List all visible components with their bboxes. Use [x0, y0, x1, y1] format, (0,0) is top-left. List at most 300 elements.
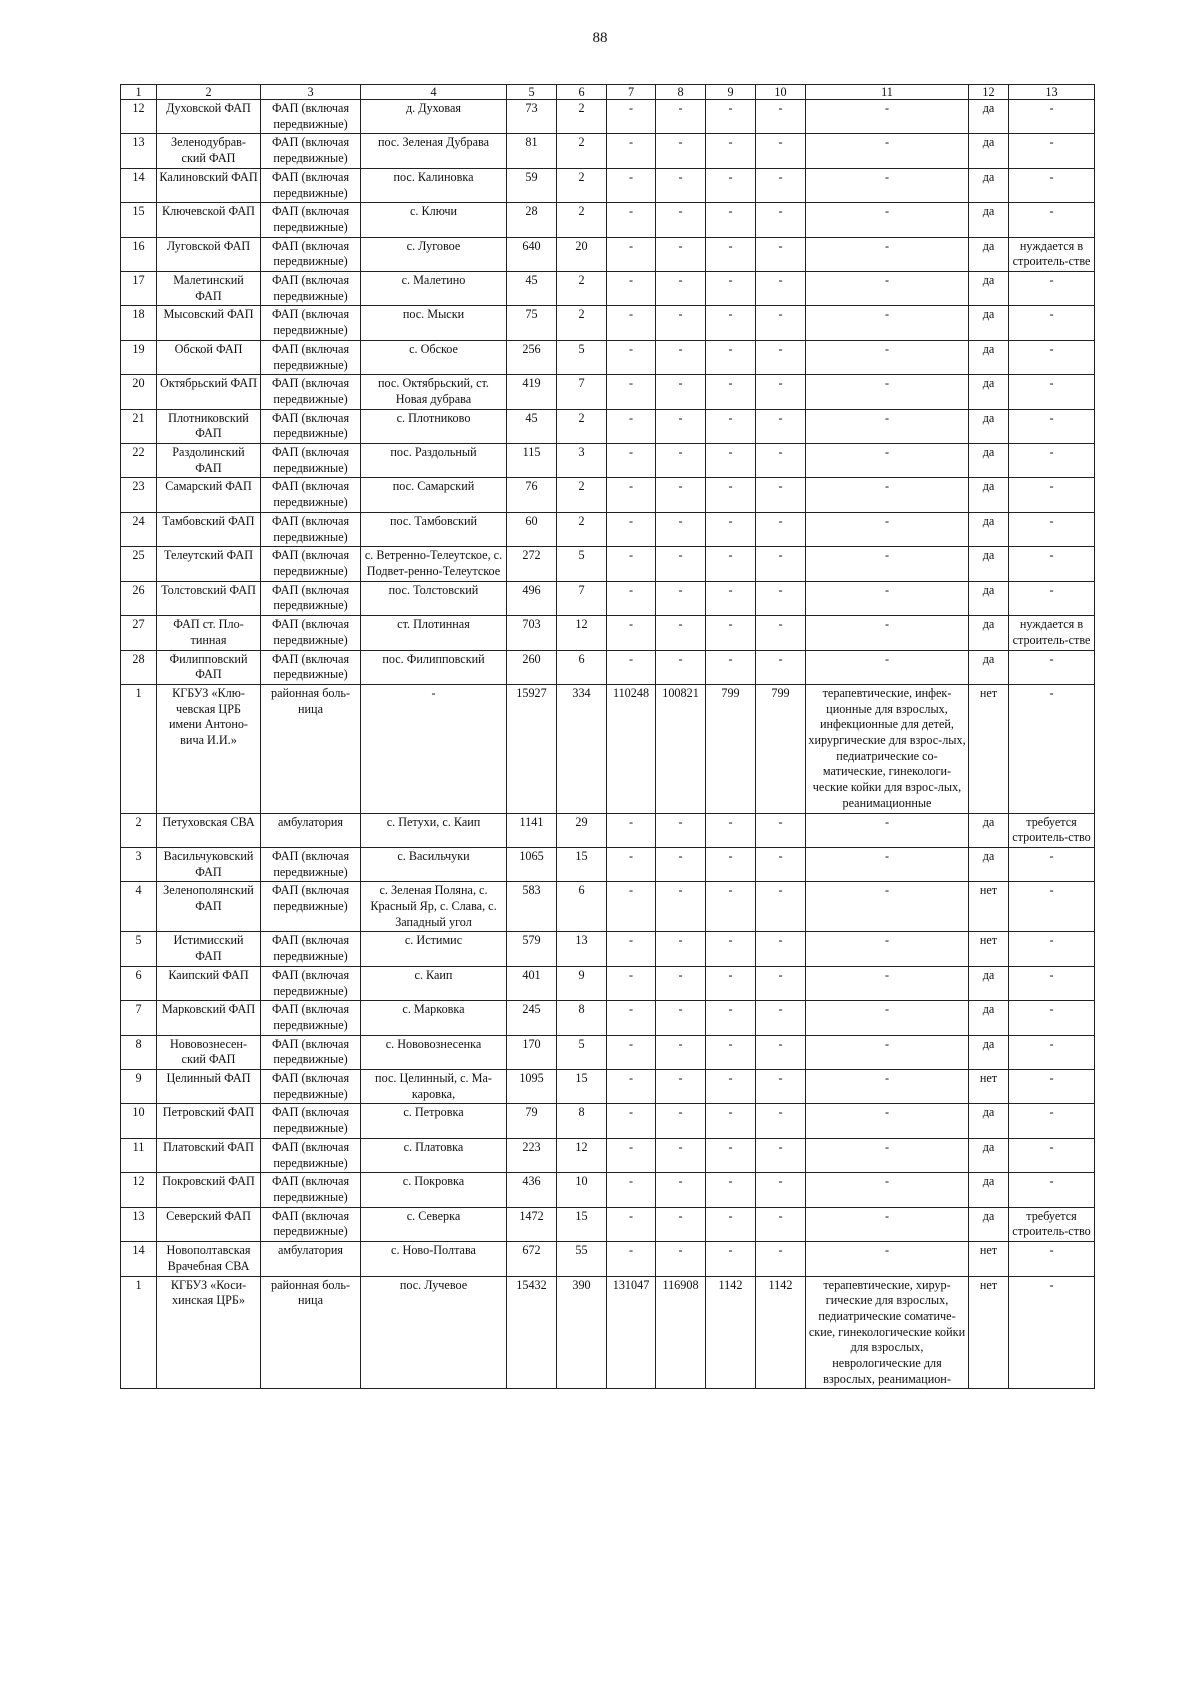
compliance-cell: да — [969, 237, 1009, 271]
bed-profiles-cell: - — [806, 616, 969, 650]
col9-value-cell: - — [706, 1104, 756, 1138]
col7-value-cell: - — [607, 306, 656, 340]
beds-count-cell: 20 — [557, 237, 607, 271]
compliance-cell: да — [969, 813, 1009, 847]
population-cell: 15432 — [507, 1276, 557, 1389]
col10-value-cell: - — [756, 547, 806, 581]
facility-type-cell: ФАП (включая передвижные) — [261, 478, 361, 512]
settlement-cell: пос. Раздольный — [361, 444, 507, 478]
row-number-cell: 7 — [121, 1001, 157, 1035]
needs-cell: - — [1009, 581, 1095, 615]
col8-value-cell: - — [656, 1070, 706, 1104]
needs-cell: - — [1009, 340, 1095, 374]
settlement-cell: пос. Тамбовский — [361, 512, 507, 546]
col8-value-cell: - — [656, 168, 706, 202]
beds-count-cell: 5 — [557, 547, 607, 581]
page-number: 88 — [592, 30, 608, 46]
compliance-cell: да — [969, 272, 1009, 306]
col7-value-cell: - — [607, 1207, 656, 1241]
beds-count-cell: 10 — [557, 1173, 607, 1207]
row-number-cell: 5 — [121, 932, 157, 966]
column-number-13: 13 — [1009, 85, 1095, 100]
column-number-12: 12 — [969, 85, 1009, 100]
facility-name-cell: Марковский ФАП — [157, 1001, 261, 1035]
bed-profiles-cell: - — [806, 272, 969, 306]
needs-cell: - — [1009, 134, 1095, 168]
col8-value-cell: - — [656, 581, 706, 615]
settlement-cell: с. Нововознесенка — [361, 1035, 507, 1069]
facility-name-cell: Самарский ФАП — [157, 478, 261, 512]
facility-name-cell: ФАП ст. Пло-тинная — [157, 616, 261, 650]
col8-value-cell: - — [656, 1035, 706, 1069]
col7-value-cell: 131047 — [607, 1276, 656, 1389]
facility-type-cell: ФАП (включая передвижные) — [261, 203, 361, 237]
needs-cell: - — [1009, 1138, 1095, 1172]
table-row — [121, 375, 1095, 409]
table-row — [121, 882, 1095, 932]
population-cell: 15927 — [507, 684, 557, 813]
facility-name-cell: Раздолинский ФАП — [157, 444, 261, 478]
col10-value-cell: - — [756, 882, 806, 932]
column-number-1: 1 — [121, 85, 157, 100]
facility-type-cell: амбулатория — [261, 1242, 361, 1276]
compliance-cell: да — [969, 650, 1009, 684]
col7-value-cell: - — [607, 340, 656, 374]
bed-profiles-cell: - — [806, 1001, 969, 1035]
col9-value-cell: - — [706, 1173, 756, 1207]
row-number-cell: 20 — [121, 375, 157, 409]
col10-value-cell: - — [756, 581, 806, 615]
col10-value-cell: - — [756, 1001, 806, 1035]
col8-value-cell: - — [656, 134, 706, 168]
population-cell: 28 — [507, 203, 557, 237]
col8-value-cell: - — [656, 203, 706, 237]
row-number-cell: 11 — [121, 1138, 157, 1172]
bed-profiles-cell: - — [806, 1104, 969, 1138]
col10-value-cell: - — [756, 134, 806, 168]
table-body — [121, 100, 1095, 1389]
row-number-cell: 2 — [121, 813, 157, 847]
population-cell: 419 — [507, 375, 557, 409]
row-number-cell: 23 — [121, 478, 157, 512]
col10-value-cell: - — [756, 1104, 806, 1138]
population-cell: 1472 — [507, 1207, 557, 1241]
row-number-cell: 14 — [121, 1242, 157, 1276]
population-cell: 59 — [507, 168, 557, 202]
compliance-cell: да — [969, 1138, 1009, 1172]
col9-value-cell: - — [706, 272, 756, 306]
column-number-5: 5 — [507, 85, 557, 100]
col10-value-cell: - — [756, 306, 806, 340]
needs-cell: - — [1009, 478, 1095, 512]
settlement-cell: с. Покровка — [361, 1173, 507, 1207]
col7-value-cell: - — [607, 847, 656, 881]
facility-name-cell: Новополтавская Врачебная СВА — [157, 1242, 261, 1276]
col9-value-cell: - — [706, 237, 756, 271]
compliance-cell: да — [969, 1104, 1009, 1138]
facility-type-cell: ФАП (включая передвижные) — [261, 444, 361, 478]
compliance-cell: да — [969, 375, 1009, 409]
table-row — [121, 340, 1095, 374]
col9-value-cell: - — [706, 444, 756, 478]
facility-type-cell: ФАП (включая передвижные) — [261, 1001, 361, 1035]
population-cell: 1141 — [507, 813, 557, 847]
table-row — [121, 444, 1095, 478]
population-cell: 60 — [507, 512, 557, 546]
facility-type-cell: ФАП (включая передвижные) — [261, 882, 361, 932]
settlement-cell: пос. Октябрьский, ст. Новая дубрава — [361, 375, 507, 409]
bed-profiles-cell: - — [806, 512, 969, 546]
needs-cell: - — [1009, 1276, 1095, 1389]
col9-value-cell: - — [706, 847, 756, 881]
col9-value-cell: - — [706, 1138, 756, 1172]
facility-type-cell: ФАП (включая передвижные) — [261, 306, 361, 340]
population-cell: 579 — [507, 932, 557, 966]
population-cell: 496 — [507, 581, 557, 615]
col10-value-cell: - — [756, 203, 806, 237]
col7-value-cell: - — [607, 168, 656, 202]
bed-profiles-cell: - — [806, 1242, 969, 1276]
facility-name-cell: Нововознесен-ский ФАП — [157, 1035, 261, 1069]
needs-cell: - — [1009, 650, 1095, 684]
col8-value-cell: - — [656, 1173, 706, 1207]
row-number-cell: 16 — [121, 237, 157, 271]
facility-name-cell: КГБУЗ «Клю-чевская ЦРБ имени Антоно-вича И.И.» — [157, 684, 261, 813]
table-row — [121, 306, 1095, 340]
table-row — [121, 478, 1095, 512]
population-cell: 256 — [507, 340, 557, 374]
beds-count-cell: 5 — [557, 1035, 607, 1069]
col9-value-cell: - — [706, 616, 756, 650]
bed-profiles-cell: - — [806, 650, 969, 684]
needs-cell: требуется строитель-ство — [1009, 1207, 1095, 1241]
beds-count-cell: 55 — [557, 1242, 607, 1276]
settlement-cell: пос. Калиновка — [361, 168, 507, 202]
bed-profiles-cell: - — [806, 932, 969, 966]
col9-value-cell: - — [706, 512, 756, 546]
facility-type-cell: ФАП (включая передвижные) — [261, 1173, 361, 1207]
compliance-cell: да — [969, 966, 1009, 1000]
table-row — [121, 409, 1095, 443]
col10-value-cell: - — [756, 1242, 806, 1276]
facility-type-cell: ФАП (включая передвижные) — [261, 1070, 361, 1104]
col8-value-cell: 100821 — [656, 684, 706, 813]
settlement-cell: с. Плотниково — [361, 409, 507, 443]
col10-value-cell: - — [756, 813, 806, 847]
col7-value-cell: - — [607, 478, 656, 512]
facility-name-cell: Обской ФАП — [157, 340, 261, 374]
col8-value-cell: - — [656, 1138, 706, 1172]
bed-profiles-cell: - — [806, 444, 969, 478]
col9-value-cell: - — [706, 1035, 756, 1069]
bed-profiles-cell: - — [806, 882, 969, 932]
needs-cell: - — [1009, 847, 1095, 881]
table-row — [121, 1242, 1095, 1276]
settlement-cell: - — [361, 684, 507, 813]
settlement-cell: с. Ново-Полтава — [361, 1242, 507, 1276]
needs-cell: - — [1009, 409, 1095, 443]
col7-value-cell: - — [607, 203, 656, 237]
needs-cell: нуждается в строитель-стве — [1009, 616, 1095, 650]
bed-profiles-cell: - — [806, 237, 969, 271]
beds-count-cell: 8 — [557, 1001, 607, 1035]
row-number-cell: 13 — [121, 134, 157, 168]
column-number-row — [121, 85, 1095, 100]
needs-cell: - — [1009, 512, 1095, 546]
facility-type-cell: ФАП (включая передвижные) — [261, 272, 361, 306]
row-number-cell: 22 — [121, 444, 157, 478]
beds-count-cell: 2 — [557, 168, 607, 202]
needs-cell: - — [1009, 1173, 1095, 1207]
facility-name-cell: Луговской ФАП — [157, 237, 261, 271]
bed-profiles-cell: - — [806, 547, 969, 581]
column-number-2: 2 — [157, 85, 261, 100]
row-number-cell: 25 — [121, 547, 157, 581]
col10-value-cell: - — [756, 168, 806, 202]
facility-name-cell: Платовский ФАП — [157, 1138, 261, 1172]
column-number-8: 8 — [656, 85, 706, 100]
needs-cell: - — [1009, 1035, 1095, 1069]
bed-profiles-cell: - — [806, 478, 969, 512]
settlement-cell: с. Зеленая Поляна, с. Красный Яр, с. Слава, с. Западный угол — [361, 882, 507, 932]
row-number-cell: 1 — [121, 684, 157, 813]
col9-value-cell: - — [706, 100, 756, 134]
bed-profiles-cell: - — [806, 409, 969, 443]
compliance-cell: да — [969, 1207, 1009, 1241]
col7-value-cell: 110248 — [607, 684, 656, 813]
facility-type-cell: ФАП (включая передвижные) — [261, 409, 361, 443]
col7-value-cell: - — [607, 444, 656, 478]
col10-value-cell: - — [756, 616, 806, 650]
facility-name-cell: Ключевской ФАП — [157, 203, 261, 237]
col8-value-cell: - — [656, 272, 706, 306]
facility-type-cell: ФАП (включая передвижные) — [261, 1035, 361, 1069]
needs-cell: нуждается в строитель-стве — [1009, 237, 1095, 271]
compliance-cell: да — [969, 512, 1009, 546]
facility-type-cell: ФАП (включая передвижные) — [261, 547, 361, 581]
settlement-cell: с. Платовка — [361, 1138, 507, 1172]
col10-value-cell: - — [756, 1070, 806, 1104]
bed-profiles-cell: - — [806, 1070, 969, 1104]
facility-name-cell: Петровский ФАП — [157, 1104, 261, 1138]
bed-profiles-cell: - — [806, 340, 969, 374]
col9-value-cell: - — [706, 134, 756, 168]
bed-profiles-cell: - — [806, 375, 969, 409]
col8-value-cell: - — [656, 306, 706, 340]
compliance-cell: да — [969, 478, 1009, 512]
facility-name-cell: КГБУЗ «Коси-хинская ЦРБ» — [157, 1276, 261, 1389]
beds-count-cell: 2 — [557, 306, 607, 340]
column-number-7: 7 — [607, 85, 656, 100]
col9-value-cell: - — [706, 375, 756, 409]
table-row — [121, 547, 1095, 581]
beds-count-cell: 13 — [557, 932, 607, 966]
compliance-cell: да — [969, 1035, 1009, 1069]
row-number-cell: 21 — [121, 409, 157, 443]
col10-value-cell: - — [756, 100, 806, 134]
row-number-cell: 1 — [121, 1276, 157, 1389]
row-number-cell: 18 — [121, 306, 157, 340]
settlement-cell: с. Истимис — [361, 932, 507, 966]
facility-name-cell: Покровский ФАП — [157, 1173, 261, 1207]
facility-type-cell: ФАП (включая передвижные) — [261, 168, 361, 202]
col8-value-cell: - — [656, 847, 706, 881]
table-row — [121, 512, 1095, 546]
compliance-cell: нет — [969, 1070, 1009, 1104]
col8-value-cell: - — [656, 1104, 706, 1138]
column-number-11: 11 — [806, 85, 969, 100]
bed-profiles-cell: - — [806, 847, 969, 881]
col9-value-cell: - — [706, 306, 756, 340]
table-row — [121, 272, 1095, 306]
col7-value-cell: - — [607, 1070, 656, 1104]
beds-count-cell: 2 — [557, 134, 607, 168]
facility-type-cell: ФАП (включая передвижные) — [261, 650, 361, 684]
bed-profiles-cell: - — [806, 581, 969, 615]
population-cell: 79 — [507, 1104, 557, 1138]
row-number-cell: 9 — [121, 1070, 157, 1104]
compliance-cell: да — [969, 616, 1009, 650]
bed-profiles-cell: - — [806, 100, 969, 134]
table-row — [121, 237, 1095, 271]
row-number-cell: 8 — [121, 1035, 157, 1069]
facility-type-cell: ФАП (включая передвижные) — [261, 966, 361, 1000]
needs-cell: - — [1009, 1242, 1095, 1276]
population-cell: 75 — [507, 306, 557, 340]
beds-count-cell: 2 — [557, 478, 607, 512]
needs-cell: требуется строитель-ство — [1009, 813, 1095, 847]
row-number-cell: 3 — [121, 847, 157, 881]
col7-value-cell: - — [607, 1104, 656, 1138]
col9-value-cell: - — [706, 340, 756, 374]
col9-value-cell: - — [706, 203, 756, 237]
compliance-cell: да — [969, 340, 1009, 374]
population-cell: 583 — [507, 882, 557, 932]
compliance-cell: да — [969, 168, 1009, 202]
population-cell: 272 — [507, 547, 557, 581]
col10-value-cell: - — [756, 932, 806, 966]
bed-profiles-cell: - — [806, 1207, 969, 1241]
beds-count-cell: 7 — [557, 581, 607, 615]
col7-value-cell: - — [607, 375, 656, 409]
facility-name-cell: Петуховская СВА — [157, 813, 261, 847]
col9-value-cell: - — [706, 1207, 756, 1241]
col8-value-cell: - — [656, 478, 706, 512]
bed-profiles-cell: - — [806, 1035, 969, 1069]
col7-value-cell: - — [607, 882, 656, 932]
bed-profiles-cell: - — [806, 966, 969, 1000]
col8-value-cell: - — [656, 444, 706, 478]
col9-value-cell: - — [706, 409, 756, 443]
facility-type-cell: ФАП (включая передвижные) — [261, 100, 361, 134]
col10-value-cell: - — [756, 1173, 806, 1207]
needs-cell: - — [1009, 306, 1095, 340]
col8-value-cell: - — [656, 375, 706, 409]
facility-name-cell: Толстовский ФАП — [157, 581, 261, 615]
facility-type-cell: ФАП (включая передвижные) — [261, 1104, 361, 1138]
col9-value-cell: - — [706, 478, 756, 512]
settlement-cell: пос. Целинный, с. Ма-каровка, — [361, 1070, 507, 1104]
beds-count-cell: 15 — [557, 847, 607, 881]
table-row — [121, 581, 1095, 615]
table-row — [121, 650, 1095, 684]
population-cell: 76 — [507, 478, 557, 512]
healthcare-facilities-table — [120, 84, 1095, 1389]
col7-value-cell: - — [607, 581, 656, 615]
column-number-10: 10 — [756, 85, 806, 100]
compliance-cell: нет — [969, 684, 1009, 813]
bed-profiles-cell: - — [806, 134, 969, 168]
needs-cell: - — [1009, 203, 1095, 237]
col8-value-cell: - — [656, 1001, 706, 1035]
needs-cell: - — [1009, 168, 1095, 202]
compliance-cell: да — [969, 444, 1009, 478]
compliance-cell: нет — [969, 882, 1009, 932]
population-cell: 640 — [507, 237, 557, 271]
col7-value-cell: - — [607, 1001, 656, 1035]
table-row — [121, 684, 1095, 813]
col10-value-cell: 799 — [756, 684, 806, 813]
row-number-cell: 14 — [121, 168, 157, 202]
table-row — [121, 847, 1095, 881]
settlement-cell: с. Васильчуки — [361, 847, 507, 881]
settlement-cell: пос. Самарский — [361, 478, 507, 512]
col8-value-cell: - — [656, 1207, 706, 1241]
table-row — [121, 100, 1095, 134]
needs-cell: - — [1009, 966, 1095, 1000]
col8-value-cell: - — [656, 813, 706, 847]
col7-value-cell: - — [607, 134, 656, 168]
column-number-3: 3 — [261, 85, 361, 100]
population-cell: 81 — [507, 134, 557, 168]
col7-value-cell: - — [607, 547, 656, 581]
settlement-cell: д. Духовая — [361, 100, 507, 134]
settlement-cell: с. Обское — [361, 340, 507, 374]
needs-cell: - — [1009, 444, 1095, 478]
row-number-cell: 6 — [121, 966, 157, 1000]
facility-type-cell: ФАП (включая передвижные) — [261, 616, 361, 650]
facility-type-cell: амбулатория — [261, 813, 361, 847]
facility-type-cell: ФАП (включая передвижные) — [261, 512, 361, 546]
settlement-cell: с. Луговое — [361, 237, 507, 271]
col8-value-cell: - — [656, 882, 706, 932]
col9-value-cell: 1142 — [706, 1276, 756, 1389]
bed-profiles-cell: - — [806, 203, 969, 237]
col7-value-cell: - — [607, 409, 656, 443]
needs-cell: - — [1009, 684, 1095, 813]
population-cell: 45 — [507, 409, 557, 443]
col10-value-cell: - — [756, 444, 806, 478]
row-number-cell: 27 — [121, 616, 157, 650]
facility-type-cell: ФАП (включая передвижные) — [261, 375, 361, 409]
compliance-cell: нет — [969, 1276, 1009, 1389]
settlement-cell: с. Северка — [361, 1207, 507, 1241]
col8-value-cell: - — [656, 932, 706, 966]
facility-type-cell: ФАП (включая передвижные) — [261, 1207, 361, 1241]
col9-value-cell: - — [706, 966, 756, 1000]
population-cell: 401 — [507, 966, 557, 1000]
population-cell: 260 — [507, 650, 557, 684]
col8-value-cell: - — [656, 512, 706, 546]
facility-name-cell: Малетинский ФАП — [157, 272, 261, 306]
compliance-cell: да — [969, 409, 1009, 443]
col7-value-cell: - — [607, 100, 656, 134]
population-cell: 672 — [507, 1242, 557, 1276]
settlement-cell: с. Петровка — [361, 1104, 507, 1138]
facility-type-cell: районная боль-ница — [261, 1276, 361, 1389]
col10-value-cell: - — [756, 409, 806, 443]
beds-count-cell: 9 — [557, 966, 607, 1000]
